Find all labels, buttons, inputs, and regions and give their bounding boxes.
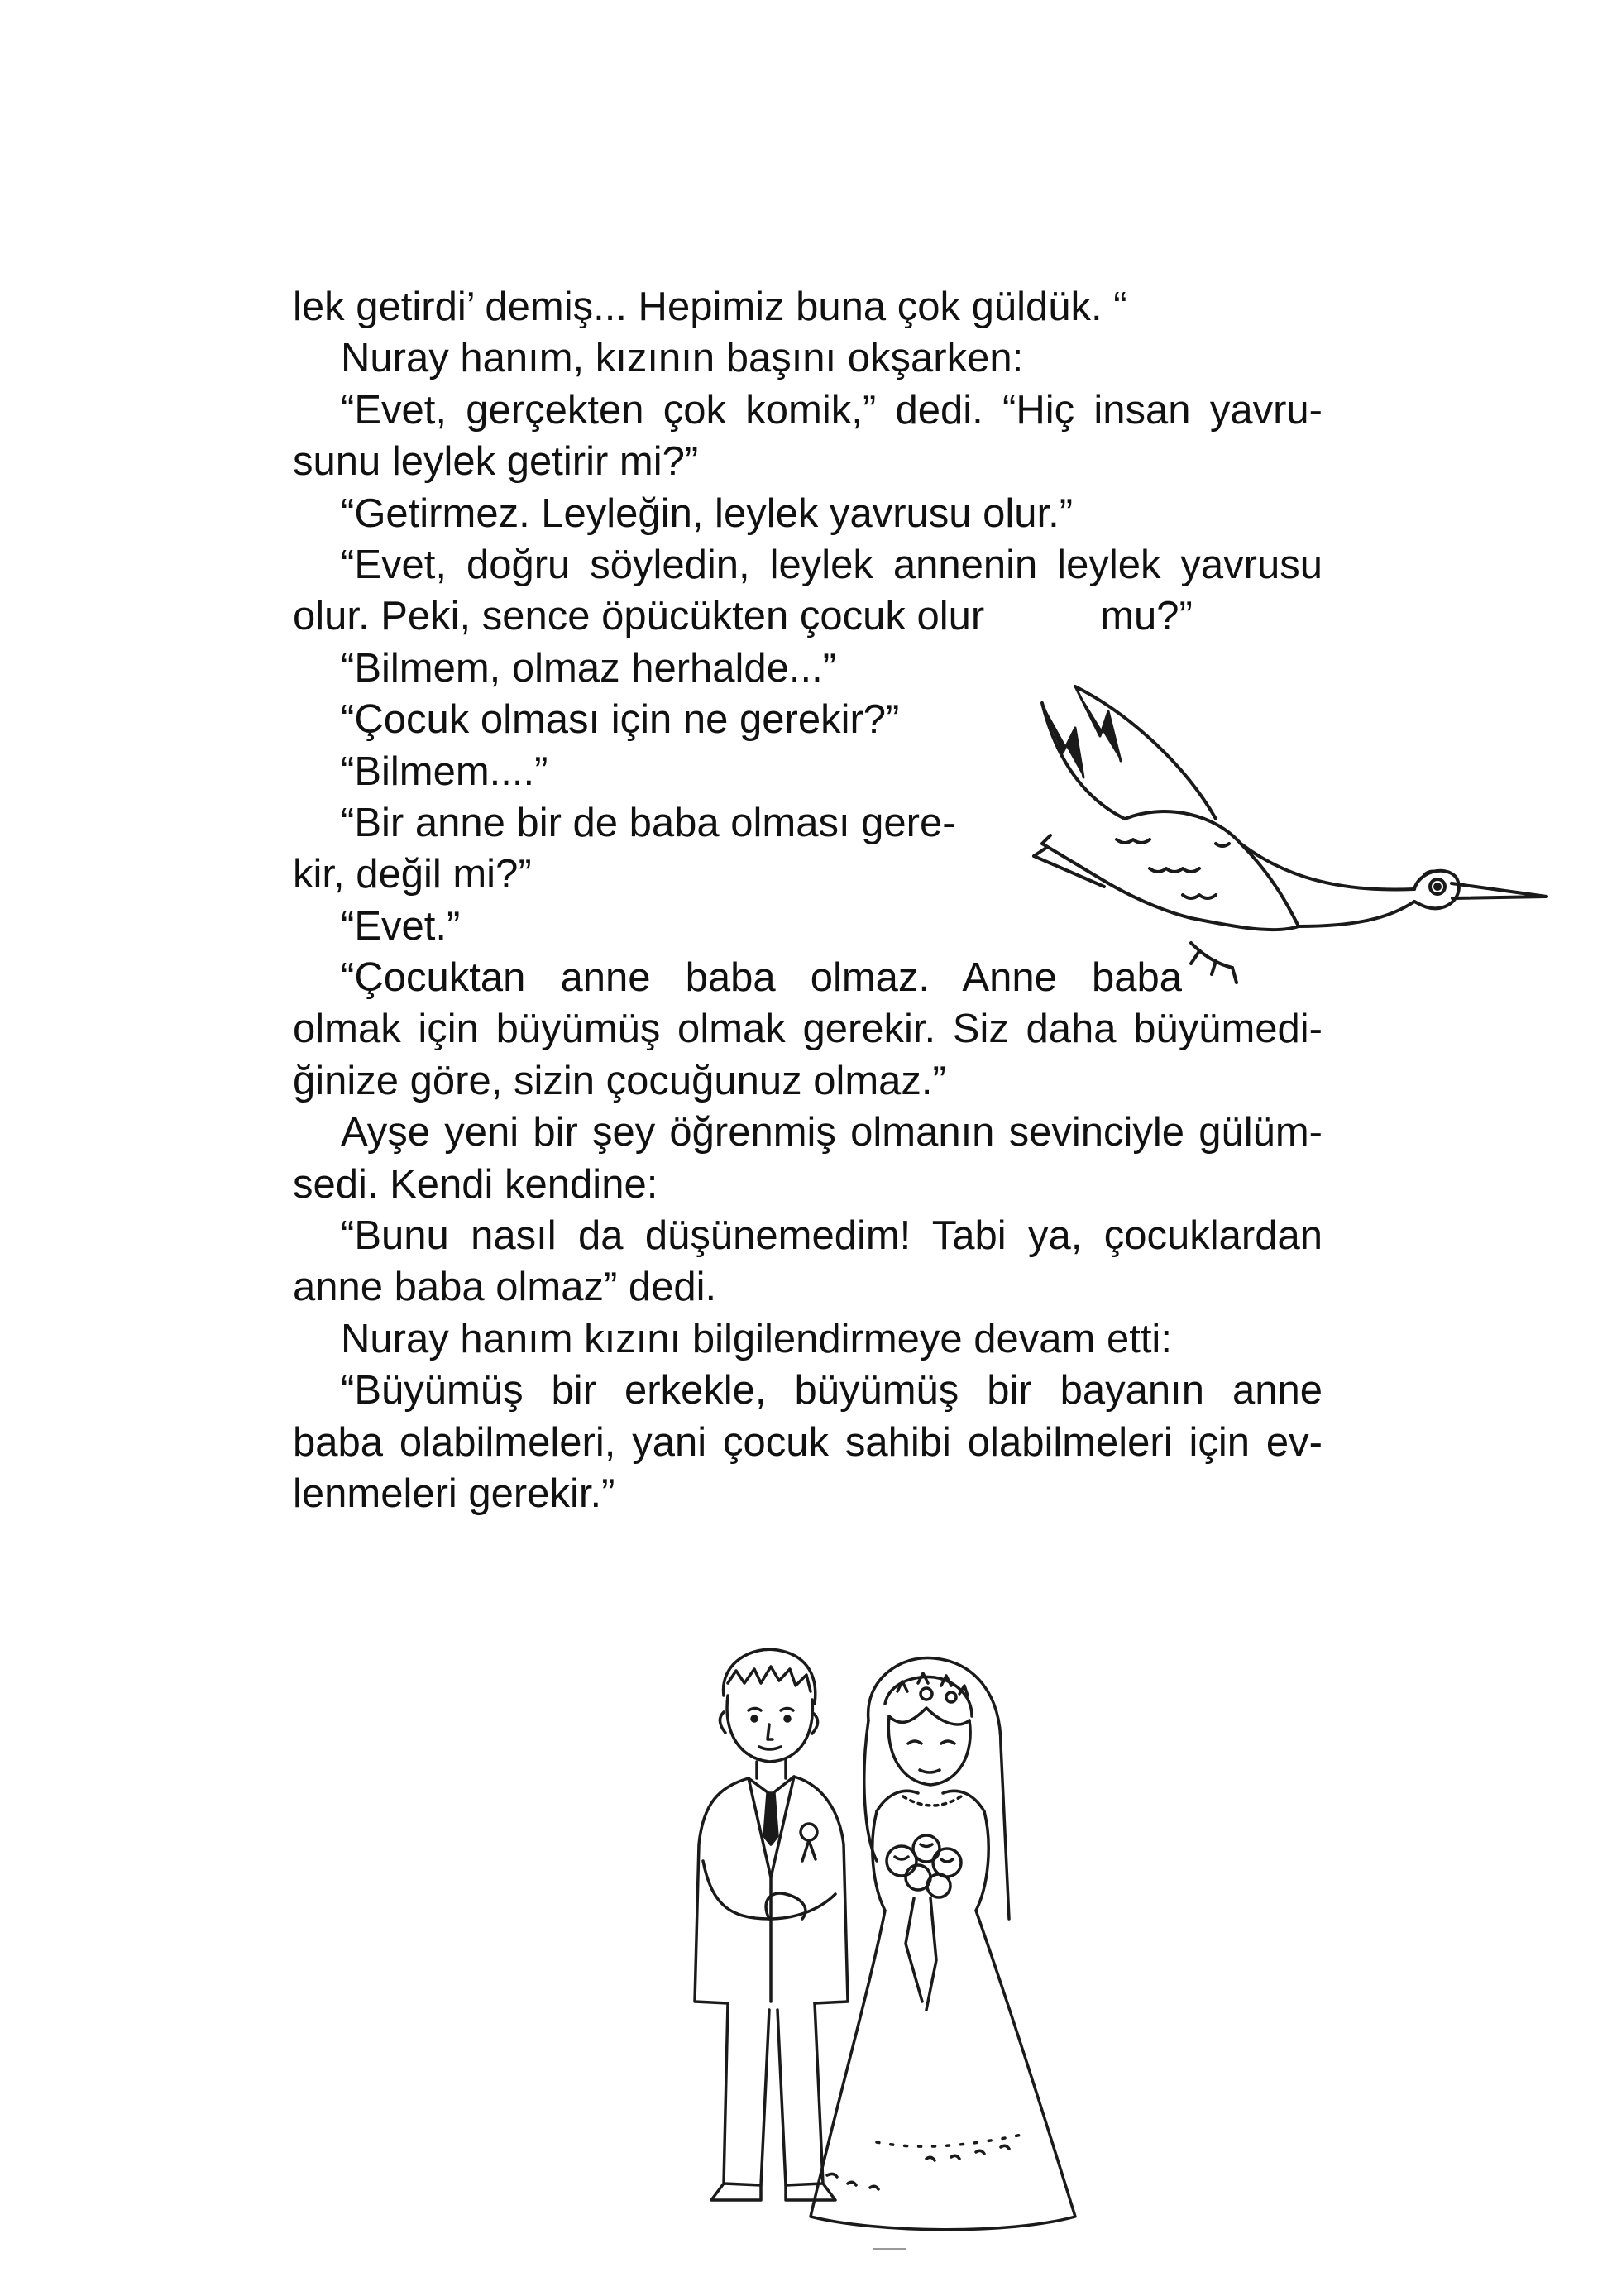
text-line: “Çocuktan anne baba olmaz. Anne baba	[341, 955, 1182, 1001]
text-line: lenmeleri gerekir.”	[293, 1471, 615, 1516]
text-line: “Bir anne bir de baba olması gere-	[341, 800, 956, 845]
page-footer-rule	[873, 2248, 906, 2250]
text-line: “Bilmem....”	[341, 749, 548, 794]
text-line: baba olabilmeleri, yani çocuk sahibi olabilmeleri için ev-	[293, 1419, 1323, 1465]
text-line: “Evet.”	[341, 903, 461, 949]
text-line: “Bunu nasıl da düşünemedim! Tabi ya, çocuklardan	[341, 1213, 1323, 1259]
text-line: sedi. Kendi kendine:	[293, 1161, 658, 1207]
text-line: “Çocuk olması için ne gerekir?”	[341, 697, 900, 743]
text-line: Nuray hanım, kızının başını okşarken:	[341, 336, 1024, 381]
text-line: kir, değil mi?”	[293, 852, 532, 897]
text-fragment: mu?”	[1100, 594, 1193, 639]
text-line: “Büyümüş bir erkekle, büyümüş bir bayanın anne	[341, 1368, 1323, 1413]
text-line: “Bilmem, olmaz herhalde...”	[341, 645, 837, 691]
text-line: olmak için büyümüş olmak gerekir. Siz daha büyümedi-	[293, 1007, 1323, 1052]
text-line: ğinize göre, sizin çocuğunuz olmaz.”	[293, 1058, 946, 1103]
text-line-split	[293, 591, 1323, 642]
stork-icon	[1026, 678, 1555, 993]
wedding-couple-icon	[678, 1646, 1108, 2241]
text-line: Nuray hanım kızını bilgilendirmeye devam etti:	[341, 1316, 1172, 1361]
text-line: Ayşe yeni bir şey öğrenmiş olmanın sevinciyle gülüm-	[341, 1110, 1323, 1155]
text-line: “Evet, doğru söyledin, leylek annenin leylek yavrusu	[341, 542, 1323, 587]
text-line: “Getirmez. Leyleğin, leylek yavrusu olur.”	[341, 490, 1074, 536]
text-fragment: olur. Peki, sence öpücükten çocuk olur	[293, 594, 985, 639]
text-line: sunu leylek getirir mi?”	[293, 439, 699, 485]
text-line: lek getirdi’ demiş... Hepimiz buna çok güldük. “	[293, 285, 1127, 329]
text-line: “Evet, gerçekten çok komik,” dedi. “Hiç insan yavru-	[341, 387, 1323, 433]
text-line: anne baba olmaz” dedi.	[293, 1265, 717, 1310]
